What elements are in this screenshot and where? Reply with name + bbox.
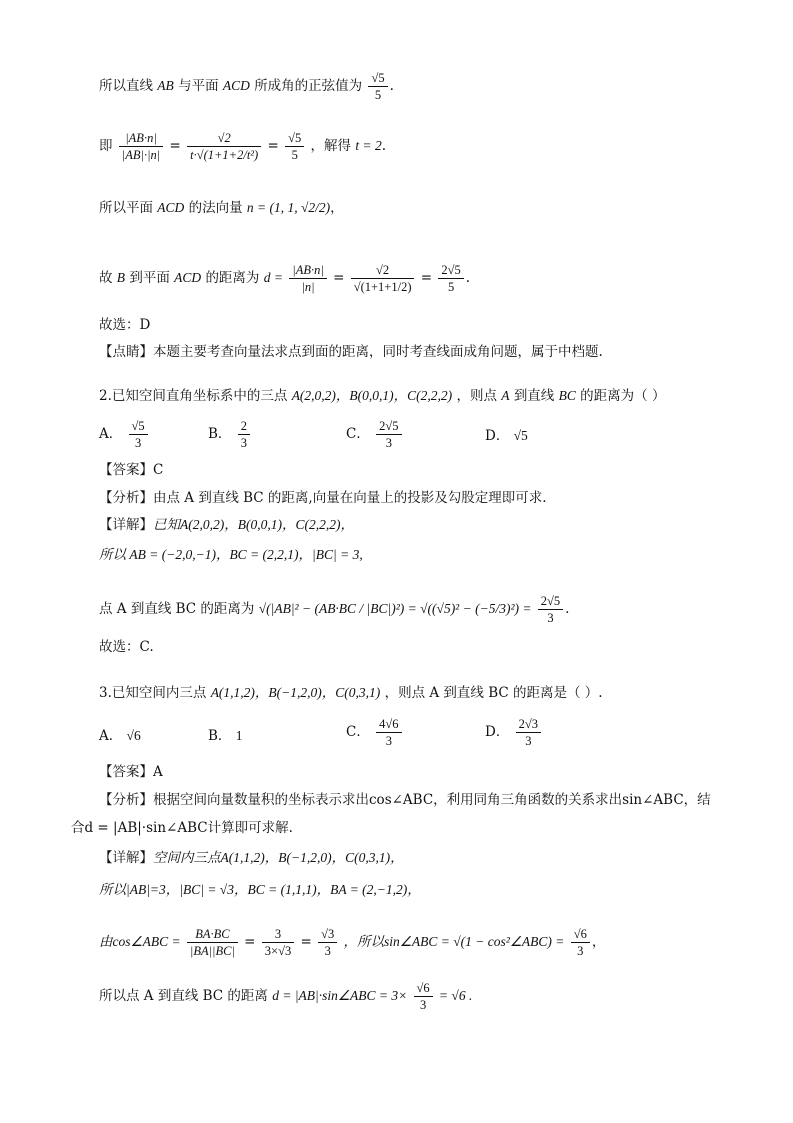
denominator: 3 (240, 436, 247, 450)
answer-tag: 【答案】 (99, 462, 153, 478)
text: ，解得 (310, 138, 352, 154)
numerator: √5 (129, 418, 148, 435)
normal-vector: n = (1, 1, √2/2) (246, 200, 331, 215)
analysis-tag: 【分析】 (99, 490, 153, 506)
text: 3.已知空间内三点 (99, 685, 207, 701)
answer-value: A (153, 764, 163, 780)
comment-text: 本题主要考查向量法求点到面的距离，同时考查线面成角问题，属于中档题. (153, 344, 603, 360)
numerator: BA·BC (187, 926, 238, 943)
p1-comment (99, 342, 603, 362)
text: 所以点 A 到直线 BC 的距离 (99, 988, 268, 1004)
denominator: t·√(1+1+2/t²) (190, 148, 259, 162)
q3-detail-3: 由cos∠ABC = $\frac{BA\cdot BC}{|BA||BC|}$ = $\frac{3}{3\times√3}$ = $\frac{√3}{3}$ ，所以sin∠ABC = √(1 − cos²∠ABC) = $\frac{√6}{3}$ ， (99, 927, 606, 958)
fraction (516, 716, 541, 749)
fraction (129, 418, 148, 451)
numerator: √5 (285, 130, 304, 147)
numerator: |AB·n| (119, 130, 163, 147)
numerator: √2 (351, 262, 415, 279)
text: 的法向量 (188, 200, 243, 216)
detail-text: 空间内三点A(1,1,2)，B(−1,2,0)，C(0,3,1)， (153, 850, 404, 865)
q2-option-d (485, 424, 528, 444)
text: 所成角的正弦值为 (254, 78, 363, 94)
detail-text: 已知A(2,0,2)，B(0,0,1)，C(2,2,2)， (153, 517, 354, 532)
denominator: 5 (291, 148, 298, 162)
text: 故 (99, 270, 113, 286)
denominator: 3 (385, 436, 392, 450)
option-value: √5 (513, 428, 528, 443)
math-points: A(2,0,2)，B(0,0,1)，C(2,2,2) (291, 388, 453, 403)
p1-line-2: 即 $\frac{|AB\cdot n|}{|AB|\cdot|n|}$ = $\frac{√2}{\text{t·√(1+1+2/t²)}}$ = $\frac{√5}{5}$ ，解得 t = 2. (99, 131, 387, 162)
denominator: 3 (547, 611, 554, 625)
detail-tag: 【详解】 (99, 850, 153, 866)
denominator: 3×√3 (264, 944, 292, 958)
numerator: √6 (571, 926, 590, 943)
math-B: B (116, 270, 126, 285)
q3-analysis-1 (99, 790, 711, 810)
math: ，所以sin∠ABC = √(1 − cos²∠ABC) = (343, 934, 565, 949)
q2-option-b (208, 418, 252, 451)
text: 的距离为（ ） (580, 388, 666, 404)
text: 与平面 (178, 78, 219, 94)
p1-line-4: 故 B 到平面 ACD 的距离为 d = $\frac{|AB\cdot n|}{|n|}$ = $\frac{√2}{√(1+1+1/2)}$ = $\frac{2√5}{5}$ . (99, 263, 471, 294)
option-label: C． (346, 426, 370, 442)
fraction (238, 418, 250, 451)
q2-option-c (346, 418, 404, 451)
answer-value: C (153, 462, 164, 478)
p1-line-1: 所以直线 AB 与平面 ACD 所成角的正弦值为 $\frac{√5}{5}$ . (99, 71, 394, 102)
numerator: √3 (318, 926, 337, 943)
analysis-text: 根据空间向量数量积的坐标表示求出cos∠ABC，利用同角三角函数的关系求出sin∠ABC，结 (153, 792, 711, 808)
analysis-text: 由点 A 到直线 BC 的距离,向量在向量上的投影及勾股定理即可求. (153, 490, 547, 506)
fraction (351, 262, 415, 295)
answer-tag: 【答案】 (99, 764, 153, 780)
fraction (187, 926, 238, 959)
denominator: 3 (419, 998, 427, 1012)
math-expr: d = |AB|·sin∠ABC = 3× (272, 988, 408, 1003)
math: = √6 . (438, 988, 473, 1003)
q2-analysis (99, 488, 547, 508)
p1-choice: 故选：D (99, 317, 151, 333)
denominator: 3 (324, 944, 331, 958)
text: 点 A 到直线 BC 的距离为 (99, 601, 255, 617)
detail-tag: 【详解】 (99, 517, 153, 533)
denominator: 3 (385, 734, 392, 748)
option-label: B． (208, 426, 232, 442)
denominator: 3 (577, 944, 584, 958)
math: d = (263, 270, 283, 285)
fraction (318, 926, 337, 959)
fraction (262, 926, 294, 959)
numerator: 2√5 (538, 593, 563, 610)
q2-option-a (99, 418, 150, 451)
denominator: |AB|·|n| (121, 148, 161, 162)
fraction (376, 716, 401, 749)
text: 所以平面 (99, 200, 153, 216)
analysis-tag: 【分析】 (99, 792, 153, 808)
math-AB: AB (157, 78, 174, 93)
denominator: 3 (134, 436, 142, 450)
text: 的距离为 (205, 270, 260, 286)
q3-stem (99, 683, 603, 703)
q3-option-b (208, 724, 242, 744)
text: 到平面 (129, 270, 170, 286)
q3-detail-4 (99, 980, 472, 1013)
fraction (538, 593, 563, 626)
text: 2.已知空间直角坐标系中的三点 (99, 388, 288, 404)
fraction (187, 130, 261, 163)
numerator: √6 (414, 980, 433, 997)
q2-stem (99, 386, 665, 406)
numerator: 2√5 (438, 262, 463, 279)
numerator: |AB·n| (289, 262, 327, 279)
denominator: √(1+1+1/2) (353, 280, 412, 294)
option-label: A． (99, 426, 123, 442)
numerator: 3 (262, 926, 294, 943)
numerator: √5 (368, 70, 387, 87)
q3-option-d (485, 716, 543, 749)
text: 所以直线 (99, 78, 153, 94)
q2-detail-2: 所以 AB = (−2,0,−1)，BC = (2,2,1)，|BC| = 3, (99, 547, 363, 562)
fraction (368, 70, 387, 103)
fraction (285, 130, 304, 163)
numerator: 2 (238, 418, 250, 435)
option-label: D． (485, 724, 510, 740)
fraction (571, 926, 590, 959)
numerator: 2√3 (516, 716, 541, 733)
numerator: 4√6 (376, 716, 401, 733)
denominator: 5 (374, 88, 382, 102)
math-BC: BC (558, 388, 576, 403)
text: ，则点 A 到直线 BC 的距离是（ ）. (384, 685, 603, 701)
math-ACD: ACD (157, 200, 185, 215)
q3-option-a (99, 724, 141, 744)
fraction (119, 130, 163, 163)
fraction (376, 418, 401, 451)
denominator: |BA||BC| (189, 944, 235, 958)
p1-line-3: 所以平面 ACD 的法向量 n = (1, 1, √2/2)， (99, 200, 344, 216)
math-ACD: ACD (174, 270, 202, 285)
fraction (289, 262, 327, 295)
q3-detail-1 (99, 848, 404, 868)
q3-option-c (346, 716, 404, 749)
option-value: 1 (235, 728, 243, 743)
q2-detail-3: 点 A 到直线 BC 的距离为 √(|AB|² − (AB·BC / |BC|)²) = √((√5)² − (−5/3)²) = $\frac{2√5}{3}$ . (99, 594, 570, 625)
text: ，则点 (456, 388, 497, 404)
fraction (414, 980, 433, 1013)
math-ACD: ACD (222, 78, 250, 93)
q3-analysis-2: 合d = |AB|·sin∠ABC计算即可求解. (71, 820, 293, 836)
option-value: √6 (126, 728, 141, 743)
option-label: D． (485, 428, 510, 444)
option-label: A． (99, 728, 123, 744)
math-A: A (501, 388, 510, 403)
denominator: 3 (525, 734, 532, 748)
numerator: 2√5 (376, 418, 401, 435)
comment-tag: 【点睛】 (99, 344, 153, 360)
text: 到直线 (513, 388, 555, 404)
math: 由cos∠ABC = (99, 934, 181, 949)
numerator: √2 (187, 130, 261, 147)
denominator: 5 (447, 280, 455, 294)
option-label: C． (346, 724, 370, 740)
math-points: A(1,1,2)，B(−1,2,0)，C(0,3,1) (210, 685, 381, 700)
q2-answer (99, 460, 163, 480)
denominator: |n| (301, 280, 315, 294)
fraction (438, 262, 463, 295)
q3-detail-2: 所以|AB|=3，|BC| = √3，BC = (1,1,1)，BA = (2,−1,2)， (99, 882, 421, 897)
math: t = 2 (355, 138, 382, 153)
q2-detail-1 (99, 515, 354, 535)
q2-choice: 故选：C. (99, 639, 154, 655)
option-label: B． (208, 728, 232, 744)
q3-answer (99, 762, 163, 782)
math-expr: √(|AB|² − (AB·BC / |BC|)²) = √((√5)² − (−5/3)²) = (258, 601, 532, 616)
text: 即 (99, 138, 113, 154)
